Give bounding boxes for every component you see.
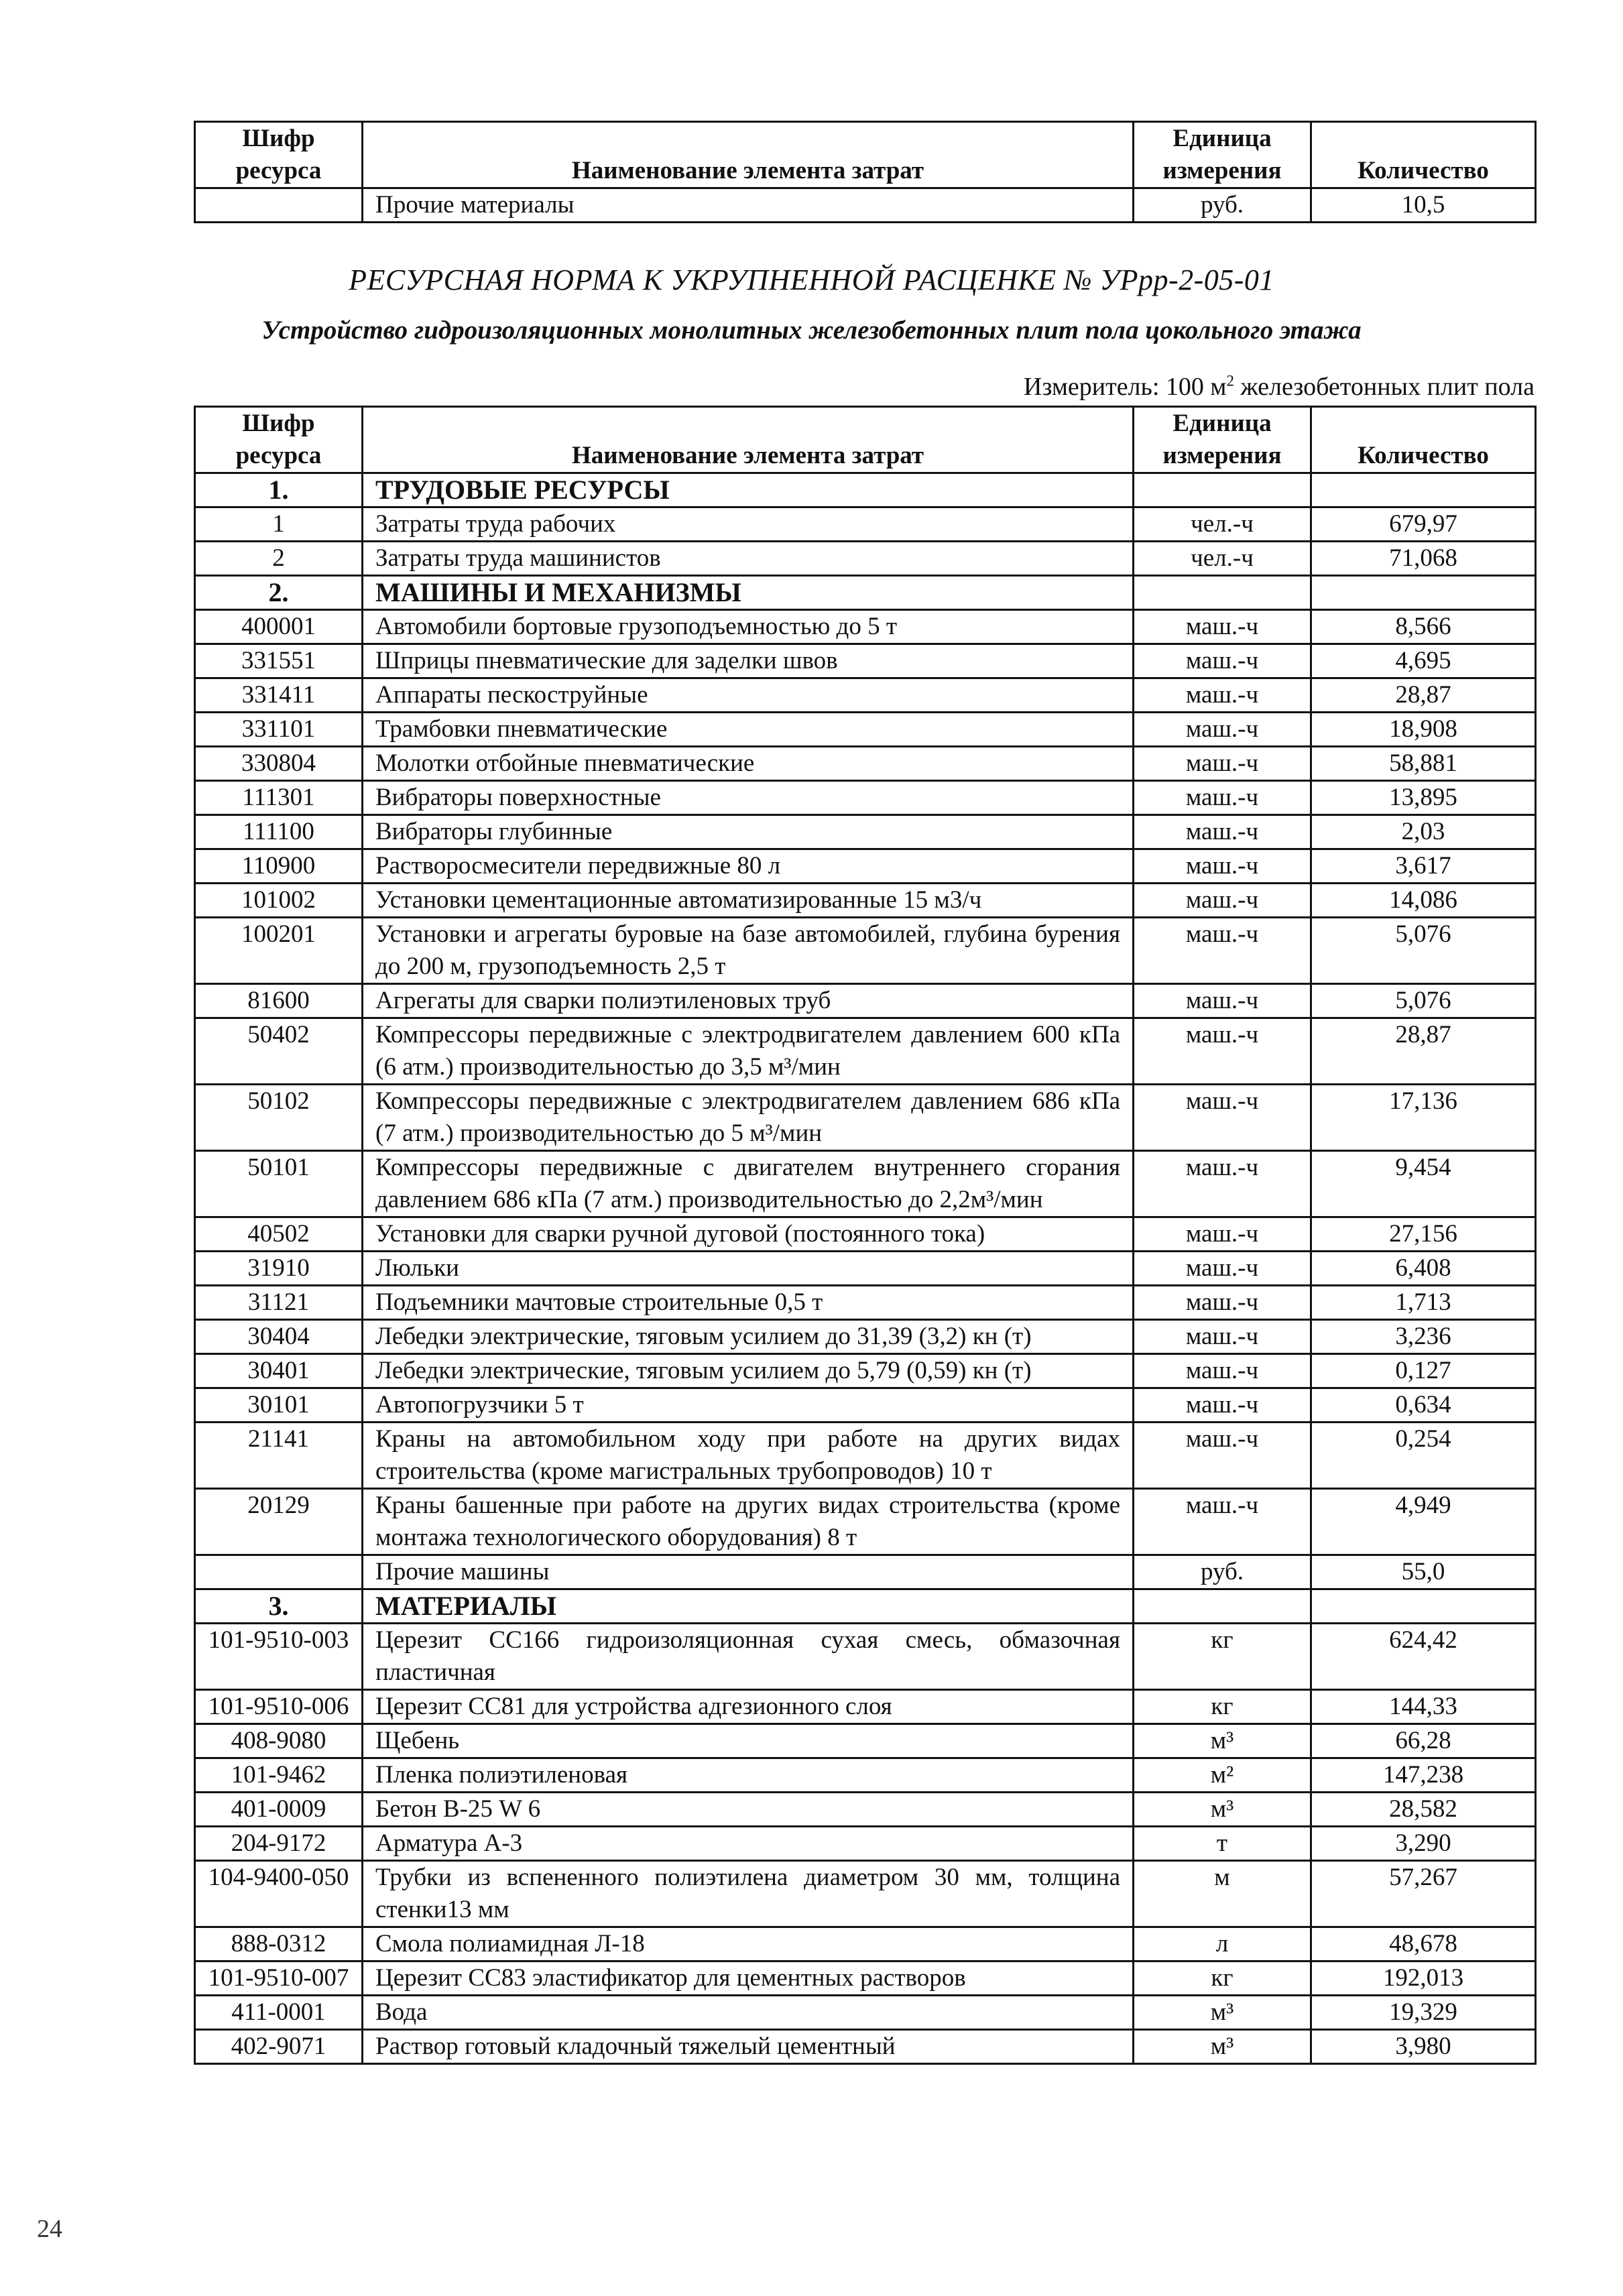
cell-name: Затраты труда рабочих <box>363 507 1134 542</box>
table-row <box>195 1555 1536 1589</box>
cell-qty: 1,713 <box>1311 1286 1536 1320</box>
cell-qty: 0,634 <box>1311 1388 1536 1423</box>
cell-qty <box>1311 1589 1536 1624</box>
cell-qty: 147,238 <box>1311 1758 1536 1793</box>
cell-qty <box>1311 576 1536 610</box>
cell-code: 110900 <box>195 849 363 884</box>
table-row <box>195 1018 1536 1085</box>
cell-qty: 679,97 <box>1311 507 1536 542</box>
table-row <box>195 610 1536 644</box>
table-row <box>195 918 1536 984</box>
cell-qty: 9,454 <box>1311 1151 1536 1217</box>
cell-qty: 66,28 <box>1311 1724 1536 1758</box>
cell-code: 50101 <box>195 1151 363 1217</box>
cell-code: 204-9172 <box>195 1827 363 1861</box>
table-row <box>195 1151 1536 1217</box>
cell-qty: 28,87 <box>1311 1018 1536 1085</box>
header-code: Шифр ресурса <box>195 407 363 473</box>
cell-qty: 14,086 <box>1311 884 1536 918</box>
cell-name: Агрегаты для сварки полиэтиленовых труб <box>363 984 1134 1018</box>
cell-qty: 71,068 <box>1311 542 1536 576</box>
cell-code: 1. <box>195 473 363 507</box>
cell-unit: маш.-ч <box>1134 815 1311 849</box>
cell-code: 104-9400-050 <box>195 1861 363 1927</box>
cell-unit: чел.-ч <box>1134 542 1311 576</box>
cell-qty: 3,980 <box>1311 2030 1536 2064</box>
cell-name: Установки для сварки ручной дуговой (постоянного тока) <box>363 1217 1134 1252</box>
cell-unit: маш.-ч <box>1134 1018 1311 1085</box>
cell-unit: м³ <box>1134 1793 1311 1827</box>
cell-qty: 58,881 <box>1311 747 1536 781</box>
table-row <box>195 1927 1536 1961</box>
table-row <box>195 884 1536 918</box>
top-table-body <box>195 188 1536 223</box>
cell-name: Краны башенные при работе на других видах строительства (кроме монтажа технологического оборудования) 8 т <box>363 1489 1134 1555</box>
header-code: Шифр ресурса <box>195 122 363 188</box>
table-row <box>195 1252 1536 1286</box>
section-row <box>195 473 1536 507</box>
cell-qty: 2,03 <box>1311 815 1536 849</box>
cell-qty: 192,013 <box>1311 1961 1536 1996</box>
cell-name: Растворосмесители передвижные 80 л <box>363 849 1134 884</box>
measurer-sup: 2 <box>1226 372 1234 389</box>
cell-name: Трамбовки пневматические <box>363 713 1134 747</box>
cell-code: 101-9510-006 <box>195 1690 363 1724</box>
cell-unit: маш.-ч <box>1134 713 1311 747</box>
table-row <box>195 1085 1536 1151</box>
cell-unit: маш.-ч <box>1134 678 1311 713</box>
cell-name: Церезит СС83 эластификатор для цементных растворов <box>363 1961 1134 1996</box>
cell-unit: маш.-ч <box>1134 884 1311 918</box>
cell-name: Раствор готовый кладочный тяжелый цементный <box>363 2030 1134 2064</box>
cell-unit: маш.-ч <box>1134 1354 1311 1388</box>
table-row <box>195 815 1536 849</box>
top-resource-table <box>194 121 1537 223</box>
cell-code: 1 <box>195 507 363 542</box>
cell-code: 408-9080 <box>195 1724 363 1758</box>
cell-qty: 3,290 <box>1311 1827 1536 1861</box>
cell-name: Лебедки электрические, тяговым усилием до 31,39 (3,2) кн (т) <box>363 1320 1134 1354</box>
cell-qty: 17,136 <box>1311 1085 1536 1151</box>
cell-qty: 18,908 <box>1311 713 1536 747</box>
norm-subtitle: Устройство гидроизоляционных монолитных железобетонных плит пола цокольного этажа <box>261 316 1362 345</box>
table-row <box>195 1286 1536 1320</box>
cell-code: 101-9462 <box>195 1758 363 1793</box>
cell-qty: 10,5 <box>1311 188 1536 223</box>
header-qty: Количество <box>1311 407 1536 473</box>
cell-unit: руб. <box>1134 188 1311 223</box>
cell-code: 330804 <box>195 747 363 781</box>
cell-name: Смола полиамидная Л-18 <box>363 1927 1134 1961</box>
cell-qty: 57,267 <box>1311 1861 1536 1927</box>
cell-qty: 3,236 <box>1311 1320 1536 1354</box>
cell-name: Люльки <box>363 1252 1134 1286</box>
cell-code: 50102 <box>195 1085 363 1151</box>
cell-name: Щебень <box>363 1724 1134 1758</box>
cell-code: 2. <box>195 576 363 610</box>
cell-code: 30401 <box>195 1354 363 1388</box>
cell-name: Подъемники мачтовые строительные 0,5 т <box>363 1286 1134 1320</box>
cell-name: Компрессоры передвижные с электродвигателем давлением 686 кПа (7 атм.) производительностью до 5 м³/мин <box>363 1085 1134 1151</box>
cell-unit <box>1134 473 1311 507</box>
cell-qty: 4,695 <box>1311 644 1536 678</box>
cell-unit: маш.-ч <box>1134 1388 1311 1423</box>
table-row <box>195 2030 1536 2064</box>
cell-qty: 4,949 <box>1311 1489 1536 1555</box>
cell-unit: м³ <box>1134 2030 1311 2064</box>
section-row <box>195 576 1536 610</box>
header-qty: Количество <box>1311 122 1536 188</box>
cell-name: Компрессоры передвижные с электродвигателем давлением 600 кПа (6 атм.) производительностью до 3,5 м³/мин <box>363 1018 1134 1085</box>
cell-unit <box>1134 1589 1311 1624</box>
cell-name: Трубки из вспененного полиэтилена диаметром 30 мм, толщина стенки13 мм <box>363 1861 1134 1927</box>
cell-qty: 28,582 <box>1311 1793 1536 1827</box>
cell-name: Арматура А-3 <box>363 1827 1134 1861</box>
cell-code: 100201 <box>195 918 363 984</box>
cell-unit: кг <box>1134 1690 1311 1724</box>
table-row <box>195 1996 1536 2030</box>
cell-qty: 27,156 <box>1311 1217 1536 1252</box>
table-header-row <box>195 407 1536 473</box>
cell-qty: 13,895 <box>1311 781 1536 815</box>
norm-title: РЕСУРСНАЯ НОРМА К УКРУПНЕННОЙ РАСЦЕНКЕ № УРрр-2-05-01 <box>349 263 1274 296</box>
cell-name: Молотки отбойные пневматические <box>363 747 1134 781</box>
cell-name: Автомобили бортовые грузоподъемностью до 5 т <box>363 610 1134 644</box>
table-row <box>195 507 1536 542</box>
cell-unit: маш.-ч <box>1134 849 1311 884</box>
table-row <box>195 1217 1536 1252</box>
cell-unit: маш.-ч <box>1134 1085 1311 1151</box>
cell-code: 30101 <box>195 1388 363 1423</box>
cell-unit <box>1134 576 1311 610</box>
table-row <box>195 1861 1536 1927</box>
cell-name: МАШИНЫ И МЕХАНИЗМЫ <box>363 576 1134 610</box>
cell-qty: 28,87 <box>1311 678 1536 713</box>
cell-unit: маш.-ч <box>1134 610 1311 644</box>
measurer-suffix: железобетонных плит пола <box>1234 373 1535 401</box>
cell-code: 331101 <box>195 713 363 747</box>
cell-code: 331411 <box>195 678 363 713</box>
cell-code: 331551 <box>195 644 363 678</box>
cell-code: 101002 <box>195 884 363 918</box>
cell-name: Компрессоры передвижные с двигателем внутреннего сгорания давлением 686 кПа (7 атм.) производительностью до 2,2м³/мин <box>363 1151 1134 1217</box>
cell-unit: маш.-ч <box>1134 984 1311 1018</box>
page-number: 24 <box>37 2215 62 2243</box>
table-row <box>195 644 1536 678</box>
cell-unit: маш.-ч <box>1134 1423 1311 1489</box>
table-row <box>195 1724 1536 1758</box>
table-row <box>195 713 1536 747</box>
table-row <box>195 1690 1536 1724</box>
cell-code: 31121 <box>195 1286 363 1320</box>
cell-name: Пленка полиэтиленовая <box>363 1758 1134 1793</box>
cell-unit: маш.-ч <box>1134 918 1311 984</box>
cell-code: 888-0312 <box>195 1927 363 1961</box>
table-row <box>195 1320 1536 1354</box>
cell-code: 400001 <box>195 610 363 644</box>
cell-code <box>195 1555 363 1589</box>
cell-qty <box>1311 473 1536 507</box>
cell-unit: м³ <box>1134 1724 1311 1758</box>
cell-code: 111100 <box>195 815 363 849</box>
cell-qty: 0,127 <box>1311 1354 1536 1388</box>
cell-name: Вибраторы глубинные <box>363 815 1134 849</box>
cell-qty: 48,678 <box>1311 1927 1536 1961</box>
cell-qty: 19,329 <box>1311 1996 1536 2030</box>
cell-code: 101-9510-007 <box>195 1961 363 1996</box>
cell-name: Прочие материалы <box>363 188 1134 223</box>
cell-code: 2 <box>195 542 363 576</box>
cell-name: Установки цементационные автоматизированные 15 м3/ч <box>363 884 1134 918</box>
main-table-body <box>195 473 1536 2064</box>
table-row <box>195 678 1536 713</box>
cell-name: Затраты труда машинистов <box>363 542 1134 576</box>
cell-name: Лебедки электрические, тяговым усилием до 5,79 (0,59) кн (т) <box>363 1354 1134 1388</box>
cell-unit: руб. <box>1134 1555 1311 1589</box>
table-row <box>195 1827 1536 1861</box>
header-name: Наименование элемента затрат <box>363 122 1134 188</box>
cell-unit: маш.-ч <box>1134 1252 1311 1286</box>
table-row <box>195 1388 1536 1423</box>
cell-code <box>195 188 363 223</box>
cell-name: Аппараты пескоструйные <box>363 678 1134 713</box>
measurer-prefix: Измеритель: 100 м <box>1023 373 1227 401</box>
table-row <box>195 984 1536 1018</box>
cell-qty: 624,42 <box>1311 1624 1536 1690</box>
cell-name: Шприцы пневматические для заделки швов <box>363 644 1134 678</box>
cell-qty: 5,076 <box>1311 918 1536 984</box>
table-row <box>195 1793 1536 1827</box>
cell-unit: т <box>1134 1827 1311 1861</box>
table-row <box>195 781 1536 815</box>
cell-unit: маш.-ч <box>1134 747 1311 781</box>
table-row <box>195 849 1536 884</box>
cell-unit: маш.-ч <box>1134 1217 1311 1252</box>
table-row <box>195 1758 1536 1793</box>
cell-unit: чел.-ч <box>1134 507 1311 542</box>
cell-unit: кг <box>1134 1961 1311 1996</box>
measurer-line <box>1024 372 1535 402</box>
cell-code: 81600 <box>195 984 363 1018</box>
cell-unit: м <box>1134 1861 1311 1927</box>
cell-name: Вибраторы поверхностные <box>363 781 1134 815</box>
cell-code: 401-0009 <box>195 1793 363 1827</box>
cell-code: 411-0001 <box>195 1996 363 2030</box>
table-header-row <box>195 122 1536 188</box>
cell-code: 31910 <box>195 1252 363 1286</box>
cell-unit: л <box>1134 1927 1311 1961</box>
cell-name: Церезит СС81 для устройства адгезионного слоя <box>363 1690 1134 1724</box>
table-row <box>195 1423 1536 1489</box>
cell-code: 20129 <box>195 1489 363 1555</box>
table-row <box>195 1489 1536 1555</box>
header-unit: Единица измерения <box>1134 122 1311 188</box>
cell-name: Установки и агрегаты буровые на базе автомобилей, глубина бурения до 200 м, грузоподъемность 2,5 т <box>363 918 1134 984</box>
cell-qty: 0,254 <box>1311 1423 1536 1489</box>
cell-unit: маш.-ч <box>1134 781 1311 815</box>
cell-qty: 8,566 <box>1311 610 1536 644</box>
cell-code: 101-9510-003 <box>195 1624 363 1690</box>
cell-unit: кг <box>1134 1624 1311 1690</box>
cell-qty: 55,0 <box>1311 1555 1536 1589</box>
cell-name: Краны на автомобильном ходу при работе на других видах строительства (кроме магистральных трубопроводов) 10 т <box>363 1423 1134 1489</box>
cell-code: 50402 <box>195 1018 363 1085</box>
header-unit: Единица измерения <box>1134 407 1311 473</box>
cell-name: Церезит СС166 гидроизоляционная сухая смесь, обмазочная пластичная <box>363 1624 1134 1690</box>
table-row <box>195 542 1536 576</box>
cell-name: Автопогрузчики 5 т <box>363 1388 1134 1423</box>
cell-code: 21141 <box>195 1423 363 1489</box>
cell-unit: маш.-ч <box>1134 1286 1311 1320</box>
table-row <box>195 1961 1536 1996</box>
cell-name: МАТЕРИАЛЫ <box>363 1589 1134 1624</box>
cell-code: 402-9071 <box>195 2030 363 2064</box>
cell-name: Прочие машины <box>363 1555 1134 1589</box>
main-resource-table <box>194 406 1537 2065</box>
cell-qty: 5,076 <box>1311 984 1536 1018</box>
cell-unit: маш.-ч <box>1134 644 1311 678</box>
cell-code: 40502 <box>195 1217 363 1252</box>
cell-unit: маш.-ч <box>1134 1151 1311 1217</box>
cell-code: 3. <box>195 1589 363 1624</box>
cell-qty: 6,408 <box>1311 1252 1536 1286</box>
cell-unit: м² <box>1134 1758 1311 1793</box>
cell-qty: 3,617 <box>1311 849 1536 884</box>
table-row <box>195 188 1536 223</box>
header-name: Наименование элемента затрат <box>363 407 1134 473</box>
cell-code: 111301 <box>195 781 363 815</box>
table-row <box>195 747 1536 781</box>
cell-name: Бетон В-25 W 6 <box>363 1793 1134 1827</box>
table-row <box>195 1624 1536 1690</box>
table-row <box>195 1354 1536 1388</box>
cell-unit: маш.-ч <box>1134 1320 1311 1354</box>
cell-code: 30404 <box>195 1320 363 1354</box>
cell-unit: м³ <box>1134 1996 1311 2030</box>
cell-name: ТРУДОВЫЕ РЕСУРСЫ <box>363 473 1134 507</box>
section-row <box>195 1589 1536 1624</box>
cell-name: Вода <box>363 1996 1134 2030</box>
cell-unit: маш.-ч <box>1134 1489 1311 1555</box>
cell-qty: 144,33 <box>1311 1690 1536 1724</box>
